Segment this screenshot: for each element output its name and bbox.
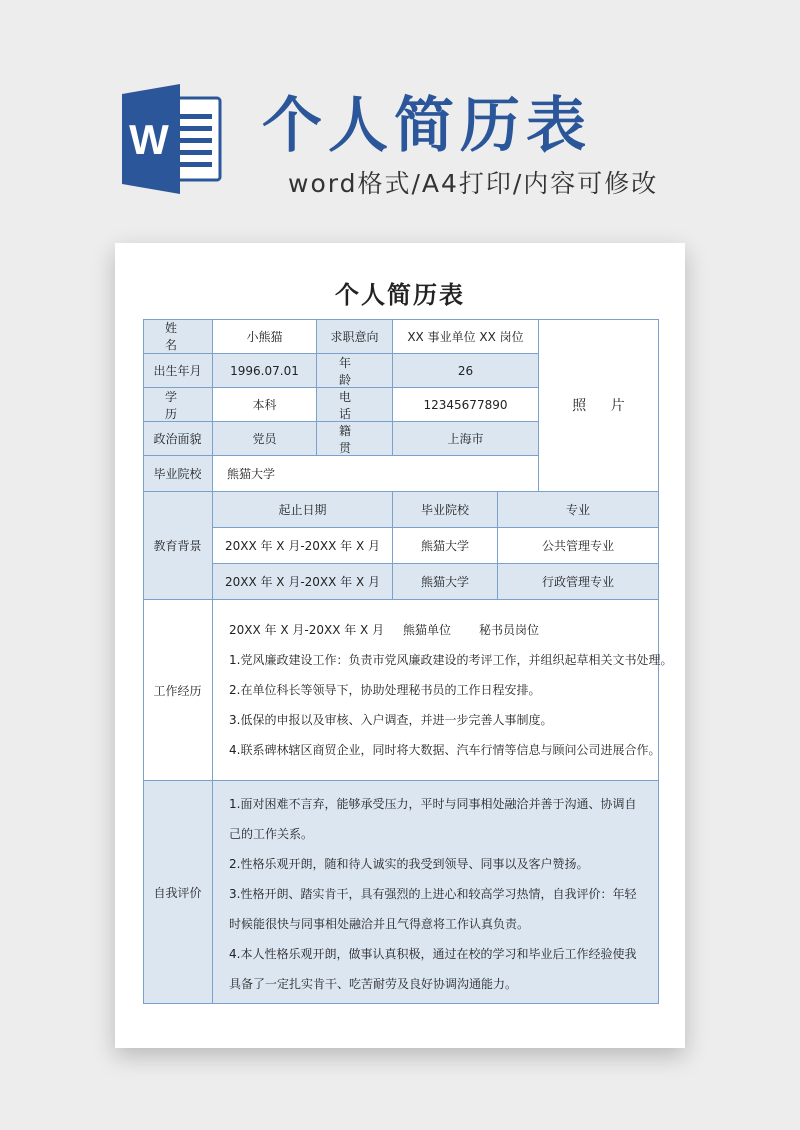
word-logo-icon <box>118 84 228 194</box>
work-item: 1.党风廉政建设工作：负责市党风廉政建设的考评工作，并组织起草相关文书处理。 <box>229 653 673 667</box>
work-header <box>229 615 648 645</box>
work-item: 2.在单位科长等领导下，协助处理秘书员的工作日程安排。 <box>229 683 541 697</box>
work-position: 秘书员岗位 <box>479 623 540 637</box>
work-company: 熊猫单位 <box>403 623 452 637</box>
banner-title: 个人简历表 <box>262 91 592 161</box>
edu-row-1-school: 熊猫大学 <box>393 528 498 564</box>
value-political: 党员 <box>213 422 317 456</box>
edu-row-2-school: 熊猫大学 <box>393 564 498 600</box>
edu-row-1-date: 20XX 年 X 月-20XX 年 X 月 <box>213 528 393 564</box>
assessment-item: 1.面对困难不言弃，能够承受压力，平时与同事相处融洽并善于沟通、协调自己的工作关系。 <box>229 797 637 841</box>
value-age: 26 <box>393 354 539 388</box>
assessment-item: 2.性格乐观开朗，随和待人诚实的我受到领导、同事以及客户赞扬。 <box>229 857 589 871</box>
photo-box: 照 片 <box>539 319 659 492</box>
label-intention: 求职意向 <box>317 319 393 354</box>
value-school: 熊猫大学 <box>213 456 539 492</box>
edu-header-date: 起止日期 <box>213 492 393 528</box>
label-school: 毕业院校 <box>143 456 213 492</box>
work-item: 4.联系碑林辖区商贸企业，同时将大数据、汽车行情等信息与顾问公司进展合作。 <box>229 743 661 757</box>
value-phone: 12345677890 <box>393 388 539 422</box>
value-name: 小熊猫 <box>213 319 317 354</box>
work-item: 3.低保的申报以及审核、入户调查，并进一步完善人事制度。 <box>229 713 553 727</box>
label-work: 工作经历 <box>143 600 213 781</box>
edu-header-school: 毕业院校 <box>393 492 498 528</box>
label-assessment: 自我评价 <box>143 781 213 1004</box>
work-content <box>213 600 673 781</box>
label-name: 姓名 <box>143 319 213 354</box>
assessment-item: 4.本人性格乐观开朗，做事认真积极，通过在校的学习和毕业后工作经验使我具备了一定扎实肯干、吃苦耐劳及良好协调沟通能力。 <box>229 947 637 991</box>
value-degree: 本科 <box>213 388 317 422</box>
word-logo-letter: W <box>129 116 169 163</box>
work-period: 20XX 年 X 月-20XX 年 X 月 <box>229 623 385 637</box>
label-education: 教育背景 <box>143 492 213 600</box>
edu-row-2-date: 20XX 年 X 月-20XX 年 X 月 <box>213 564 393 600</box>
resume-title: 个人简历表 <box>335 281 465 309</box>
label-political: 政治面貌 <box>143 422 213 456</box>
label-hometown: 籍贯 <box>317 422 393 456</box>
banner-subtitle: word格式/A4打印/内容可修改 <box>288 169 659 198</box>
label-phone: 电话 <box>317 388 393 422</box>
label-birth: 出生年月 <box>143 354 213 388</box>
resume-sheet <box>115 243 685 1048</box>
label-degree: 学历 <box>143 388 213 422</box>
value-hometown: 上海市 <box>393 422 539 456</box>
edu-row-2-major: 行政管理专业 <box>498 564 659 600</box>
edu-row-1-major: 公共管理专业 <box>498 528 659 564</box>
label-age: 年龄 <box>317 354 393 388</box>
edu-header-major: 专业 <box>498 492 659 528</box>
banner <box>0 0 800 240</box>
value-birth: 1996.07.01 <box>213 354 317 388</box>
assessment-content <box>213 781 659 1004</box>
value-intention: XX 事业单位 XX 岗位 <box>393 319 539 354</box>
assessment-item: 3.性格开朗、踏实肯干，具有强烈的上进心和较高学习热情，自我评价：年轻时候能很快与同事相处融洽并且气得意将工作认真负责。 <box>229 887 637 931</box>
